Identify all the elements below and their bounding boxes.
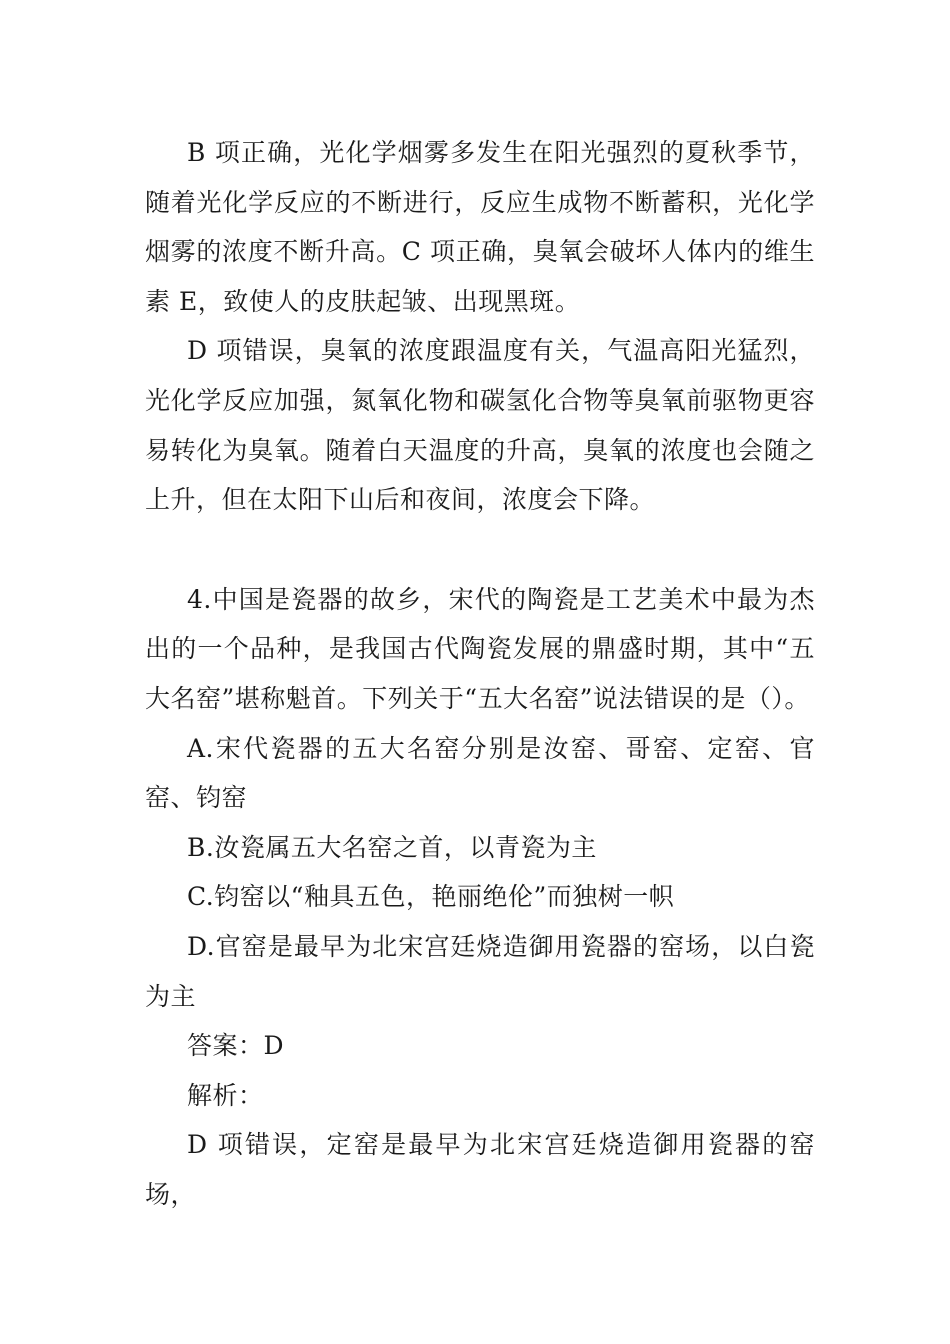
answer-line: 答案：D: [187, 1031, 285, 1061]
analysis-label: 解析：: [187, 1080, 264, 1110]
option-a: A.宋代瓷器的五大名窑分别是汝窑、哥窑、定窑、官窑、钧窑: [145, 733, 815, 813]
option-c: C.钧窑以“釉具五色，艳丽绝伦”而独树一帜: [187, 882, 675, 912]
paragraph-b-correct: B 项正确，光化学烟雾多发生在阳光强烈的夏秋季节，随着光化学反应的不断进行，反应生成物不断蓄积，光化学烟雾的浓度不断升高。C 项正确，臭氧会破坏人体内的维生素 E，致使人的皮肤起皱、出现黑斑。: [145, 138, 815, 316]
paragraph-gap: [145, 525, 815, 575]
document-body: [145, 128, 815, 1219]
option-b: B.汝瓷属五大名窑之首，以青瓷为主: [187, 832, 597, 862]
paragraph-d-wrong: D 项错误，臭氧的浓度跟温度有关，气温高阳光猛烈，光化学反应加强，氮氧化物和碳氢化合物等臭氧前驱物更容易转化为臭氧。随着白天温度的升高，臭氧的浓度也会随之上升，但在太阳下山后和夜间，浓度会下降。: [145, 336, 815, 515]
question-stem: 4.中国是瓷器的故乡，宋代的陶瓷是工艺美术中最为杰出的一个品种，是我国古代陶瓷发展的鼎盛时期，其中“五大名窑”堪称魁首。下列关于“五大名窑”说法错误的是（）。: [145, 584, 815, 713]
analysis-text: D 项错误，定窑是最早为北宋宫廷烧造御用瓷器的窑场，: [145, 1130, 815, 1209]
option-d: D.官窑是最早为北宋宫廷烧造御用瓷器的窑场，以白瓷为主: [145, 931, 815, 1011]
